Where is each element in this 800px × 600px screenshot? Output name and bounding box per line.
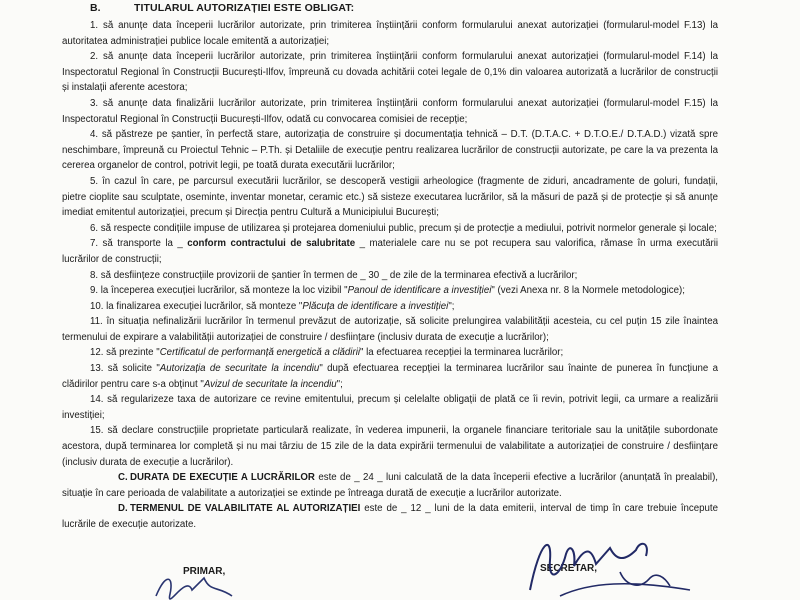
obligation-item: 3. să anunțe data finalizării lucrărilor autorizate, prin trimiterea înștiințării conform formularului anexat autorizației (formularul-model F.15) la Inspectoratul Regional în Construcții București-Ilfov, odată cu convocarea comisiei de recepție; <box>62 97 718 125</box>
section-b-title: TITULARUL AUTORIZAȚIEI ESTE OBLIGAT: <box>134 2 355 14</box>
section-d-label: D. <box>118 503 128 515</box>
obligation-item: 9. la începerea execuției lucrărilor, să monteze la loc vizibil "Panoul de identificare a investiției" (vezi Anexa nr. 8 la Normele metodologice); <box>90 285 685 297</box>
obligation-item: 6. să respecte condițiile impuse de utilizarea și protejarea domeniului public, precum și de protecție a mediului, potrivit normelor generale și locale; <box>90 222 717 234</box>
section-c-title: DURATA DE EXECUȚIE A LUCRĂRILOR <box>130 472 315 484</box>
secretar-signature-icon <box>500 520 700 600</box>
obligation-item: 5. în cazul în care, pe parcursul executării lucrărilor, se descoperă vestigii arheologice (fragmente de ziduri, ancadramente de goluri, fundații, pietre cioplite sau sculptate, oseminte, inventar monetar, ceramic etc.) să sisteze executarea lucrărilor, să la măsuri de pază și de protecție și să anunțe imediat emitentul autorizației, precum și Direcția pentru Cultură a Municipiului București; <box>62 175 718 219</box>
primar-label: PRIMAR, <box>183 566 226 577</box>
section-b-label: B. <box>90 2 101 14</box>
obligation-item: 13. să solicite "Autorizația de securitate la incendiu" după efectuarea recepției la terminarea lucrărilor sau înainte de punerea în funcțiune a clădirilor pentru care s-a obținut "Avizul de securitate la incendiu"; <box>62 363 718 390</box>
obligation-item: 4. să păstreze pe șantier, în perfectă stare, autorizația de construire și documentația tehnică – D.T. (D.T.A.C. + D.T.O.E./ D.T.A.D.) vizată spre neschimbare, împreună cu Proiectul Tehnic – P.Th. și Detaliile de execuție pentru realizarea lucrărilor de construcții autorizate, pe care la va prezenta la cererea organelor de control, potrivit legii, pe toată durata executării lucrărilor; <box>62 129 718 172</box>
section-c-text: este de _ 24 _ luni calculată de la data începerii efective a lucrărilor (anunțată în prealabil), situație în care perioada de valabilitate a autorizației se extinde pe întreaga durată de execuție a lucrărilor autorizate. <box>62 472 718 499</box>
obligation-item: 15. să declare construcțiile proprietate particulară realizate, în vederea impunerii, la organele financiare teritoriale sau la unitățile subordonate acestora, după terminarea lor completă și nu mai târziu de 15 zile de la data expirării termenului de valabilitate a autorizației de construire / desființare (inclusiv durata de execuție a lucrărilor). <box>62 425 718 468</box>
section-d-title: TERMENUL DE VALABILITATE AL AUTORIZAȚIEI <box>130 503 361 515</box>
obligation-item: 10. la finalizarea execuției lucrărilor, să monteze "Plăcuța de identificare a investiției"; <box>90 300 455 312</box>
waste-destination: conform contractului de salubritate <box>187 238 356 250</box>
document-body <box>62 18 718 533</box>
obligation-item: 14. să regularizeze taxa de autorizare ce revine emitentului, precum și celelalte obligații de plată ce îi revin, potrivit legii, ca urmare a realizării investiției; <box>62 394 718 421</box>
section-c-label: C. <box>118 472 128 484</box>
primar-signature-icon <box>152 566 242 600</box>
obligation-item: 8. să desființeze construcțiile provizorii de șantier în termen de _ 30 _ de zile de la terminarea efectivă a lucrărilor; <box>90 269 578 281</box>
section-d-text: este de _ 12 _ luni de la data emiterii, interval de timp în care trebuie începute lucrările de execuție autorizate. <box>62 503 718 530</box>
secretar-label: SECRETAR, <box>540 563 598 574</box>
obligation-item: 12. să prezinte "Certificatul de performanță energetică a clădirii" la efectuarea recepției la terminarea lucrărilor; <box>90 347 564 359</box>
obligation-item: 1. să anunțe data începerii lucrărilor autorizate, prin trimiterea înștiințării conform formularului anexat autorizației (formularul-model F.13) la autoritatea administrației publice locale emitentă a autorizației; <box>62 20 718 47</box>
section-c <box>62 470 718 501</box>
obligation-item: 7. să transporte la _ conform contractului de salubritate _ materialele care nu se pot recupera sau valorifica, rămase în urma executării lucrărilor de construcții; <box>62 238 719 265</box>
obligation-item: 2. să anunțe data începerii lucrărilor autorizate, prin trimiterea înștiințării conform formularului anexat autorizației (formularul-model F.14) la Inspectoratul Regional în Construcții București-Ilfov, împreună cu dovada achitării cotei legale de 0,1% din valoarea autorizată a lucrărilor de construcții și instalații aferente acestora; <box>62 51 718 94</box>
obligation-item: 11. în situația nefinalizării lucrărilor în termenul prevăzut de autorizație, să solicite prelungirea valabilității acesteia, cu cel puțin 15 zile înaintea termenului de expirare a valabilității autorizației de construire / desființare (inclusiv durata de execuție a lucrărilor); <box>62 316 718 343</box>
section-b-header <box>90 2 354 14</box>
